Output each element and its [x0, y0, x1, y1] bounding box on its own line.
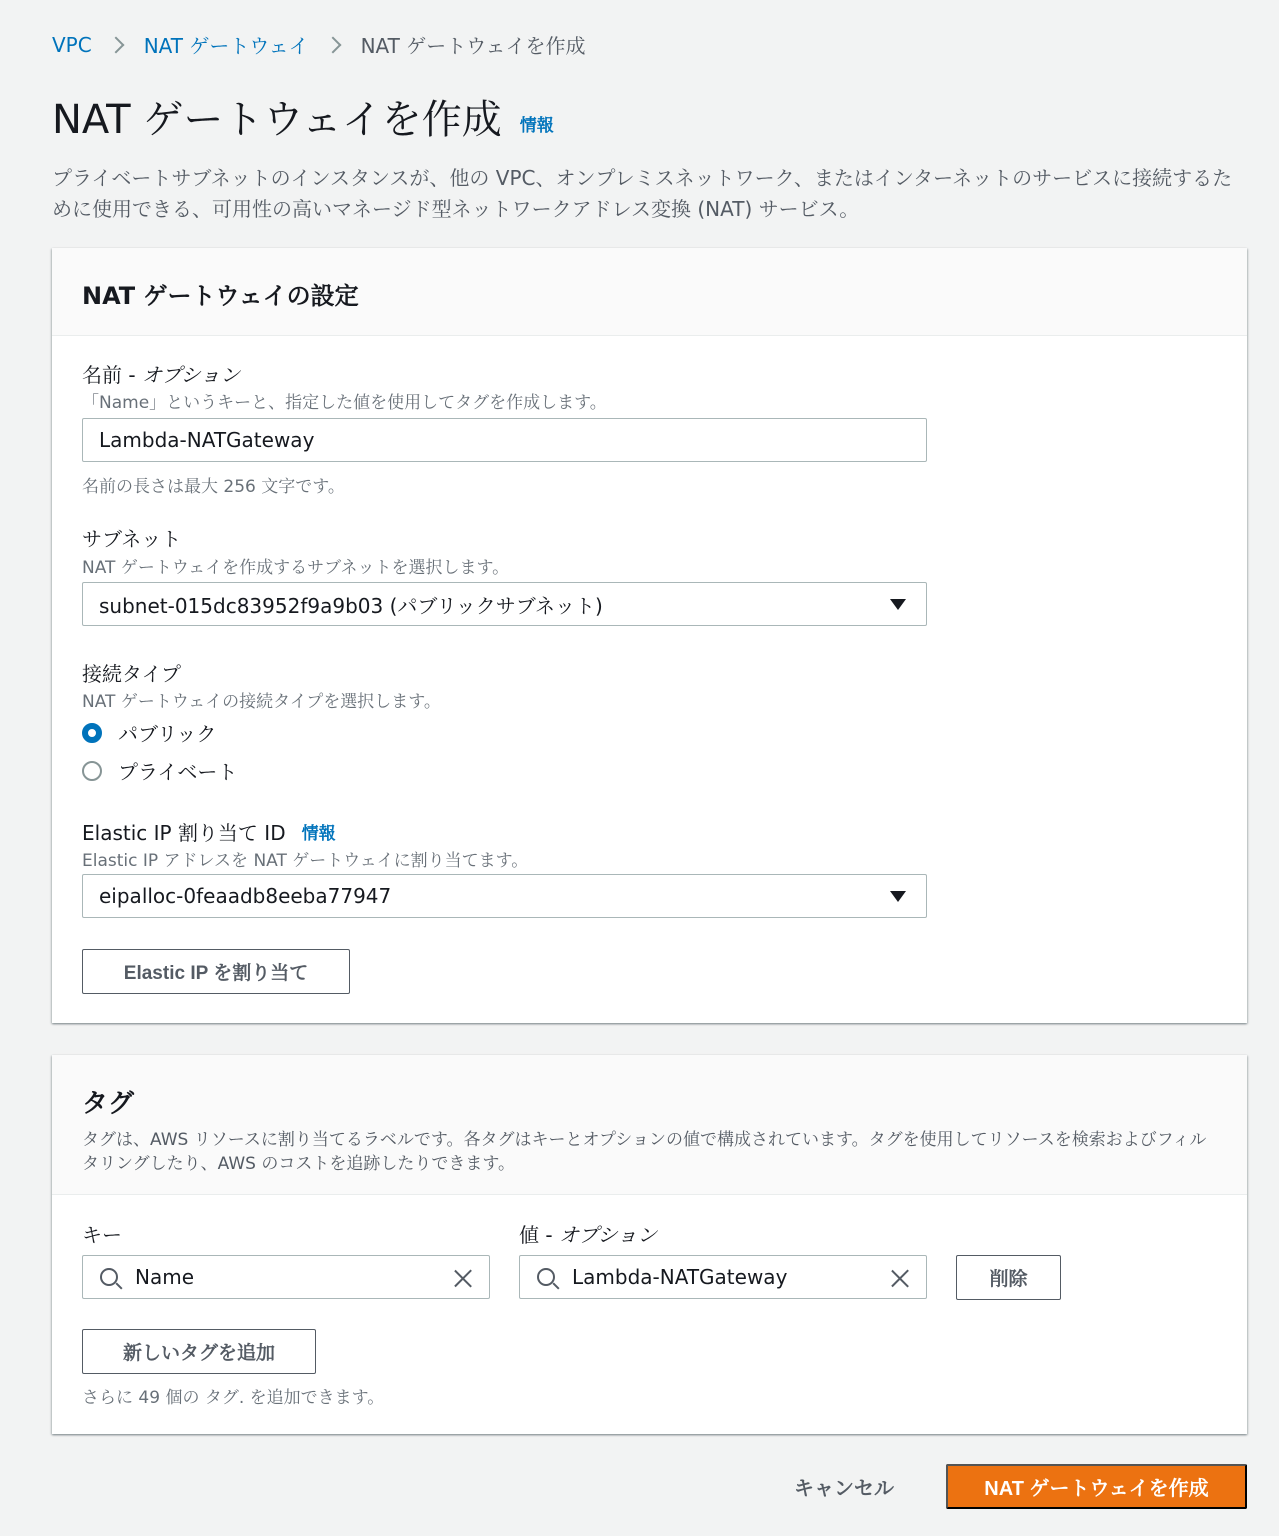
caret-down-icon [890, 891, 906, 902]
name-constraint: 名前の長さは最大 256 文字です。 [82, 477, 345, 497]
page-description: プライベートサブネットのインスタンスが、他の VPC、オンプレミスネットワーク、またはインターネットのサービスに接続するために使用できる、可用性の高いマネージド型ネットワークアドレス変換 (NAT) サービス。 [52, 166, 1233, 221]
subnet-label: サブネット [82, 527, 182, 551]
search-icon [100, 1268, 118, 1286]
name-label [82, 359, 240, 388]
tag-value-value: Lambda-NATGateway [572, 1265, 788, 1289]
search-icon [537, 1268, 555, 1286]
nat-gateway-settings-panel [52, 248, 1247, 1023]
tags-description: タグは、AWS リソースに割り当てるラベルです。各タグはキーとオプションの値で構成されています。タグを使用してリソースを検索およびフィルタリングしたり、AWS のコストを追跡したりできます。 [82, 1130, 1207, 1174]
tag-key-input[interactable] [82, 1255, 490, 1299]
name-label-text: 名前 - [82, 363, 142, 387]
settings-header [52, 248, 1247, 336]
eip-info-link[interactable]: 情報 [301, 824, 336, 844]
add-tag-button[interactable]: 新しいタグを追加 [82, 1329, 316, 1374]
radio-private-indicator[interactable] [82, 761, 102, 781]
breadcrumb-nat-gateways[interactable]: NAT ゲートウェイ [143, 34, 309, 58]
remove-tag-button[interactable]: 削除 [956, 1255, 1061, 1300]
page-info-link[interactable]: 情報 [519, 116, 554, 136]
tag-key-label: キー [82, 1223, 122, 1247]
name-description: 「Name」というキーと、指定した値を使用してタグを作成します。 [82, 393, 607, 413]
tags-title: タグ [82, 1089, 135, 1119]
tag-value-label-text: 値 - [519, 1223, 559, 1247]
tags-header [52, 1055, 1247, 1195]
page-header [52, 94, 554, 146]
close-icon[interactable] [890, 1268, 910, 1288]
chevron-right-icon [107, 36, 124, 53]
chevron-right-icon [324, 36, 341, 53]
settings-title: NAT ゲートウェイの設定 [82, 282, 359, 310]
eip-select-value: eipalloc-0feaadb8eeba77947 [99, 884, 392, 908]
page-title: NAT ゲートウェイを作成 [52, 97, 502, 143]
name-label-optional: オプション [141, 363, 241, 387]
tag-key-value: Name [135, 1265, 195, 1289]
tag-value-input[interactable] [519, 1255, 927, 1299]
connectivity-type-label: 接続タイプ [82, 662, 181, 686]
tags-panel [52, 1055, 1247, 1434]
subnet-select[interactable] [82, 582, 927, 626]
eip-label-row [82, 817, 336, 846]
breadcrumb [52, 30, 585, 59]
radio-public-label: パブリック [118, 722, 217, 746]
allocate-eip-button[interactable]: Elastic IP を割り当て [82, 949, 350, 994]
name-input-value: Lambda-NATGateway [99, 428, 315, 452]
breadcrumb-vpc[interactable]: VPC [52, 32, 92, 57]
tag-value-label [519, 1219, 657, 1248]
caret-down-icon [890, 599, 906, 610]
tag-value-label-optional: オプション [558, 1223, 658, 1247]
eip-select[interactable] [82, 874, 927, 918]
radio-private-label: プライベート [118, 760, 238, 784]
name-input[interactable] [82, 418, 927, 462]
breadcrumb-current: NAT ゲートウェイを作成 [360, 34, 586, 58]
radio-public[interactable] [82, 718, 216, 747]
eip-description: Elastic IP アドレスを NAT ゲートウェイに割り当てます。 [82, 851, 529, 871]
close-icon[interactable] [453, 1268, 473, 1288]
subnet-select-value: subnet-015dc83952f9a9b03 (パブリックサブネット) [99, 593, 603, 618]
eip-label: Elastic IP 割り当て ID [82, 821, 286, 845]
create-nat-gateway-button[interactable]: NAT ゲートウェイを作成 [946, 1464, 1247, 1509]
cancel-button[interactable]: キャンセル [794, 1476, 894, 1500]
radio-private[interactable] [82, 756, 237, 785]
tags-remaining: さらに 49 個の タグ. を追加できます。 [82, 1388, 385, 1408]
connectivity-type-description: NAT ゲートウェイの接続タイプを選択します。 [82, 692, 441, 712]
radio-public-indicator[interactable] [82, 723, 102, 743]
subnet-description: NAT ゲートウェイを作成するサブネットを選択します。 [82, 558, 510, 578]
